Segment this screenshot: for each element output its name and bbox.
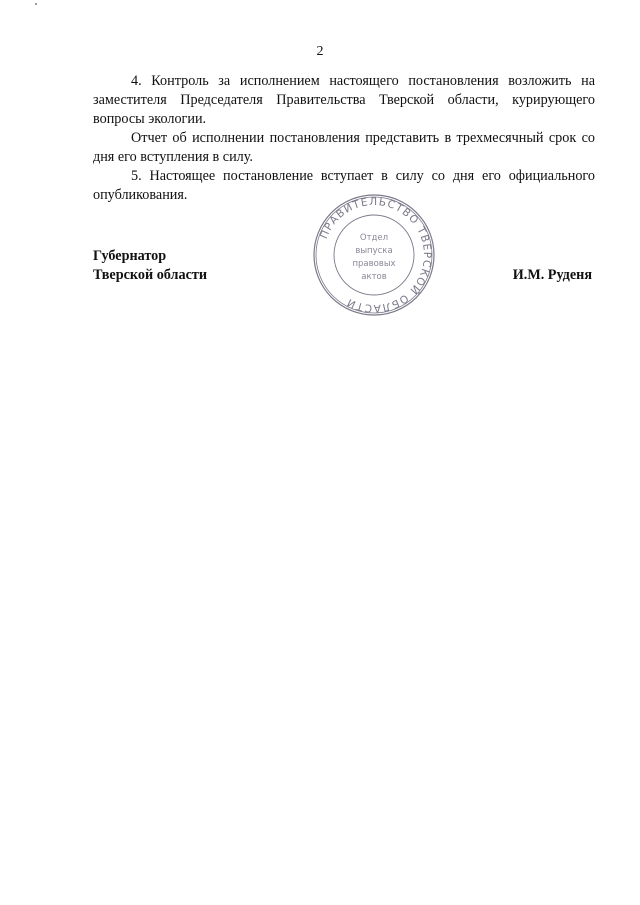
signatory-title-line2: Тверской области	[93, 267, 208, 283]
official-seal	[312, 193, 436, 317]
seal-inner-line3: правовых	[352, 259, 396, 269]
page-number: 2	[316, 44, 324, 59]
paragraph-effective-date: 5. Настоящее постановление вступает в силу со дня его официального опубликования.	[93, 168, 595, 203]
seal-outer-text: ПРАВИТЕЛЬСТВО ТВЕРСКОЙ ОБЛАСТИ	[317, 195, 434, 315]
seal-inner-line4: актов	[361, 272, 387, 282]
seal-inner-line1: Отдел	[359, 233, 389, 243]
signatory-name: И.М. Руденя	[512, 267, 592, 283]
signatory-title-line1: Губернатор	[93, 248, 167, 264]
paragraph-report: Отчет об исполнении постановления представить в трехмесячный срок со дня его вступления в силу.	[93, 130, 595, 165]
seal-inner-line2: выпуска	[355, 246, 393, 256]
signatory-title	[93, 247, 207, 285]
paragraph-control: 4. Контроль за исполнением настоящего постановления возложить на заместителя Председателя Правительства Тверской области, курирующего вопросы экологии.	[93, 73, 595, 127]
